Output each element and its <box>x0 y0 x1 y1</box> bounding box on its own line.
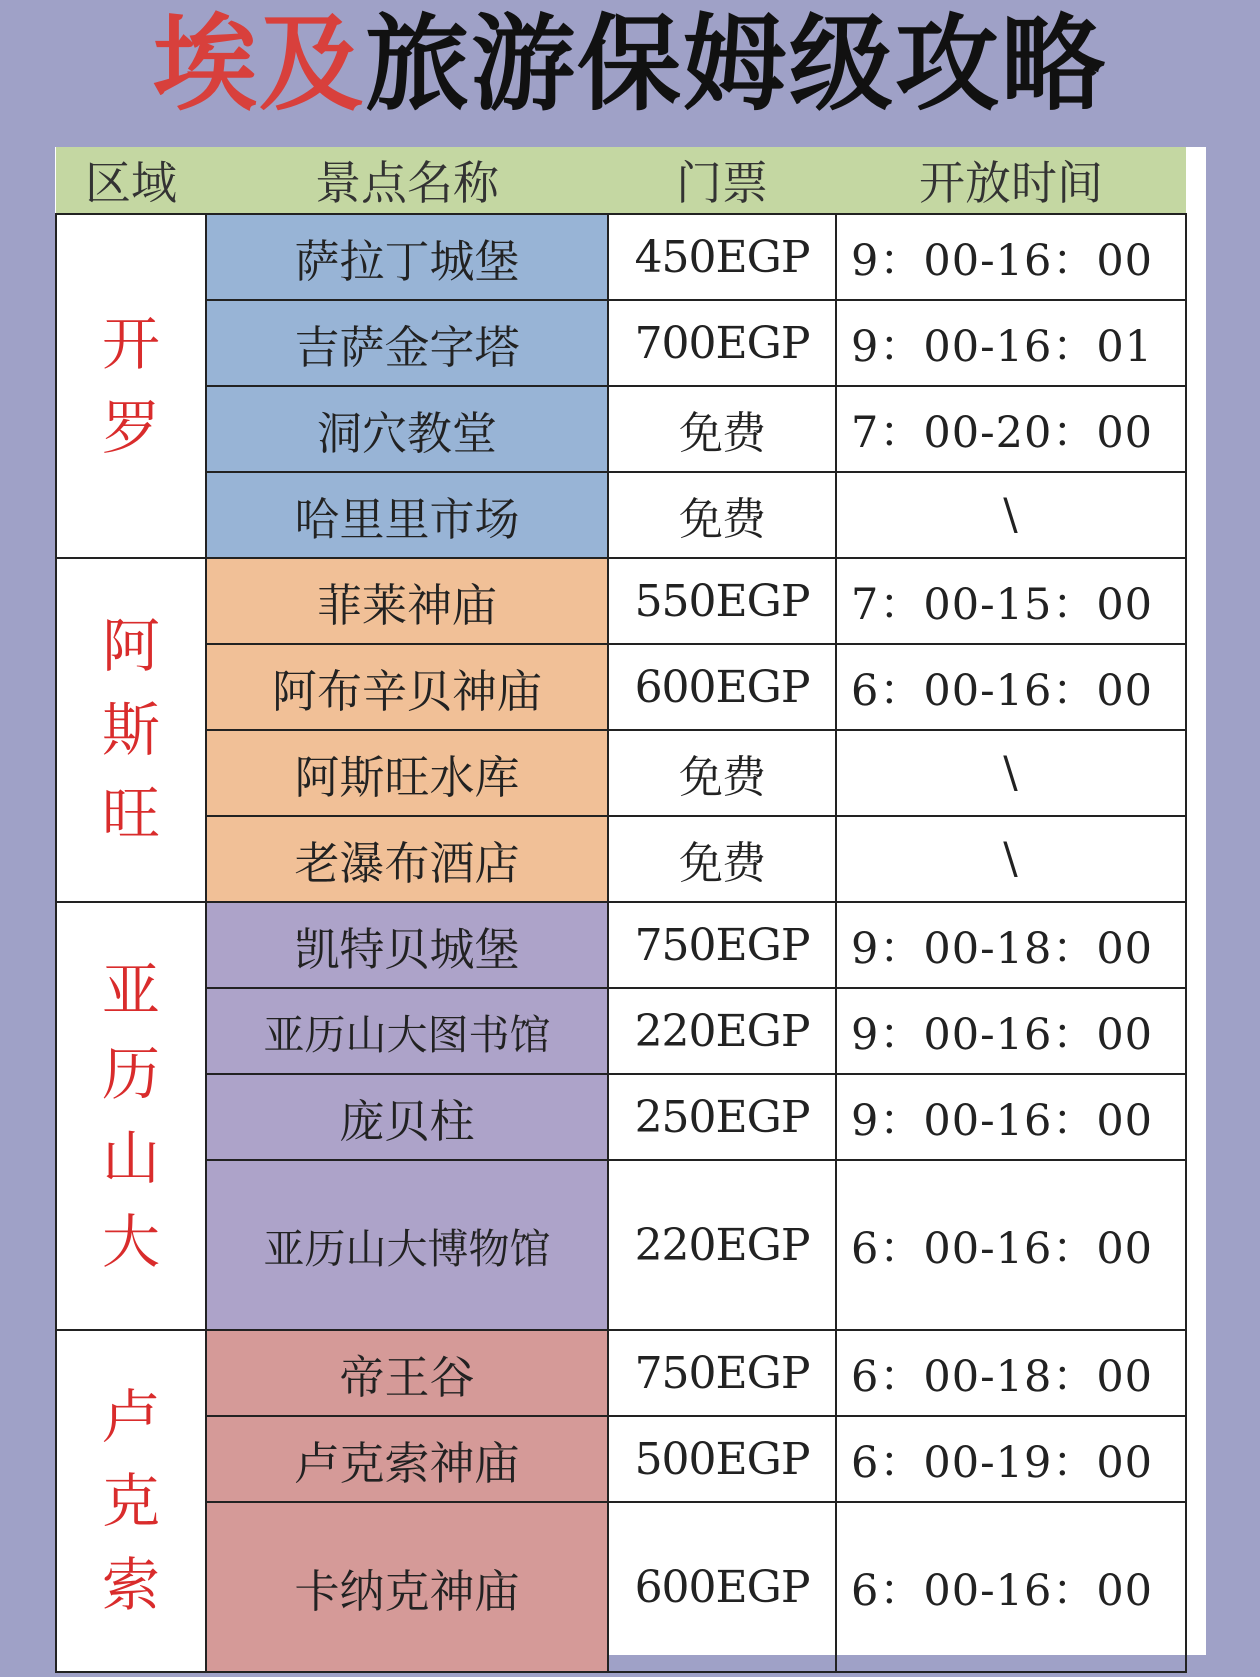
opening-hours: 9：00-16：00 <box>836 1074 1186 1160</box>
ticket-price: 450EGP <box>608 214 836 300</box>
table-row <box>56 300 1186 386</box>
attraction-name: 吉萨金字塔 <box>206 300 608 386</box>
attraction-table <box>55 147 1187 1673</box>
region-cell <box>56 1330 206 1672</box>
ticket-price: 220EGP <box>608 988 836 1074</box>
attraction-name: 凯特贝城堡 <box>206 902 608 988</box>
header-region: 区域 <box>56 147 206 214</box>
opening-hours: 9：00-16：00 <box>836 214 1186 300</box>
opening-hours: 6：00-19：00 <box>836 1416 1186 1502</box>
region-char: 索 <box>101 1551 160 1619</box>
attraction-name: 洞穴教堂 <box>206 386 608 472</box>
table-row <box>56 386 1186 472</box>
region-char: 卢 <box>101 1383 160 1451</box>
table-row <box>56 1416 1186 1502</box>
opening-hours: \ <box>836 730 1186 816</box>
region-cell <box>56 902 206 1330</box>
region-label <box>57 1375 205 1627</box>
attraction-name: 阿斯旺水库 <box>206 730 608 816</box>
attraction-name: 阿布辛贝神庙 <box>206 644 608 730</box>
attraction-name: 亚历山大博物馆 <box>206 1160 608 1330</box>
table-row <box>56 730 1186 816</box>
title-rest: 旅游保姆级攻略 <box>365 3 1108 125</box>
attraction-name: 亚历山大图书馆 <box>206 988 608 1074</box>
region-label <box>57 302 205 470</box>
table-row <box>56 472 1186 558</box>
ticket-price: 700EGP <box>608 300 836 386</box>
region-group-cairo <box>56 214 1186 558</box>
opening-hours: 9：00-16：00 <box>836 988 1186 1074</box>
opening-hours: \ <box>836 816 1186 902</box>
attraction-sheet <box>55 147 1206 1655</box>
ticket-price: 220EGP <box>608 1160 836 1330</box>
region-label <box>57 604 205 856</box>
region-group-alexandria <box>56 902 1186 1330</box>
attraction-name: 卢克索神庙 <box>206 1416 608 1502</box>
region-cell <box>56 558 206 902</box>
opening-hours: 6：00-16：00 <box>836 1502 1186 1672</box>
attraction-name: 哈里里市场 <box>206 472 608 558</box>
header-hours: 开放时间 <box>836 147 1186 214</box>
opening-hours: 6：00-18：00 <box>836 1330 1186 1416</box>
table-row <box>56 214 1186 300</box>
table-row <box>56 644 1186 730</box>
ticket-price: 750EGP <box>608 1330 836 1416</box>
ticket-price: 750EGP <box>608 902 836 988</box>
opening-hours: \ <box>836 472 1186 558</box>
attraction-name: 帝王谷 <box>206 1330 608 1416</box>
attraction-name: 老瀑布酒店 <box>206 816 608 902</box>
ticket-price: 550EGP <box>608 558 836 644</box>
header-name: 景点名称 <box>206 147 608 214</box>
table-row <box>56 902 1186 988</box>
attraction-name: 萨拉丁城堡 <box>206 214 608 300</box>
opening-hours: 6：00-16：00 <box>836 1160 1186 1330</box>
opening-hours: 7：00-15：00 <box>836 558 1186 644</box>
ticket-price: 600EGP <box>608 644 836 730</box>
region-char: 开 <box>101 310 160 378</box>
region-char: 旺 <box>101 780 160 848</box>
ticket-price: 免费 <box>608 386 836 472</box>
table-row <box>56 988 1186 1074</box>
region-group-aswan <box>56 558 1186 902</box>
region-char: 亚 <box>101 956 160 1024</box>
attraction-name: 菲莱神庙 <box>206 558 608 644</box>
region-char: 阿 <box>101 612 160 680</box>
ticket-price: 250EGP <box>608 1074 836 1160</box>
opening-hours: 9：00-18：00 <box>836 902 1186 988</box>
table-row <box>56 816 1186 902</box>
region-char: 罗 <box>101 394 160 462</box>
table-row <box>56 558 1186 644</box>
ticket-price: 免费 <box>608 472 836 558</box>
ticket-price: 500EGP <box>608 1416 836 1502</box>
header-ticket: 门票 <box>608 147 836 214</box>
opening-hours: 7：00-20：00 <box>836 386 1186 472</box>
region-char: 斯 <box>101 696 160 764</box>
region-label <box>57 948 205 1284</box>
page-title <box>0 4 1260 124</box>
table-row <box>56 1330 1186 1416</box>
region-cell <box>56 214 206 558</box>
table-row <box>56 1502 1186 1672</box>
region-group-luxor <box>56 1330 1186 1672</box>
header-row <box>56 147 1186 214</box>
table-row <box>56 1160 1186 1330</box>
region-char: 克 <box>101 1467 160 1535</box>
opening-hours: 9：00-16：01 <box>836 300 1186 386</box>
attraction-name: 卡纳克神庙 <box>206 1502 608 1672</box>
attraction-name: 庞贝柱 <box>206 1074 608 1160</box>
region-char: 大 <box>101 1208 160 1276</box>
table-row <box>56 1074 1186 1160</box>
ticket-price: 免费 <box>608 730 836 816</box>
region-char: 山 <box>101 1124 160 1192</box>
title-highlight: 埃及 <box>152 3 365 125</box>
region-char: 历 <box>101 1040 160 1108</box>
opening-hours: 6：00-16：00 <box>836 644 1186 730</box>
ticket-price: 600EGP <box>608 1502 836 1672</box>
ticket-price: 免费 <box>608 816 836 902</box>
